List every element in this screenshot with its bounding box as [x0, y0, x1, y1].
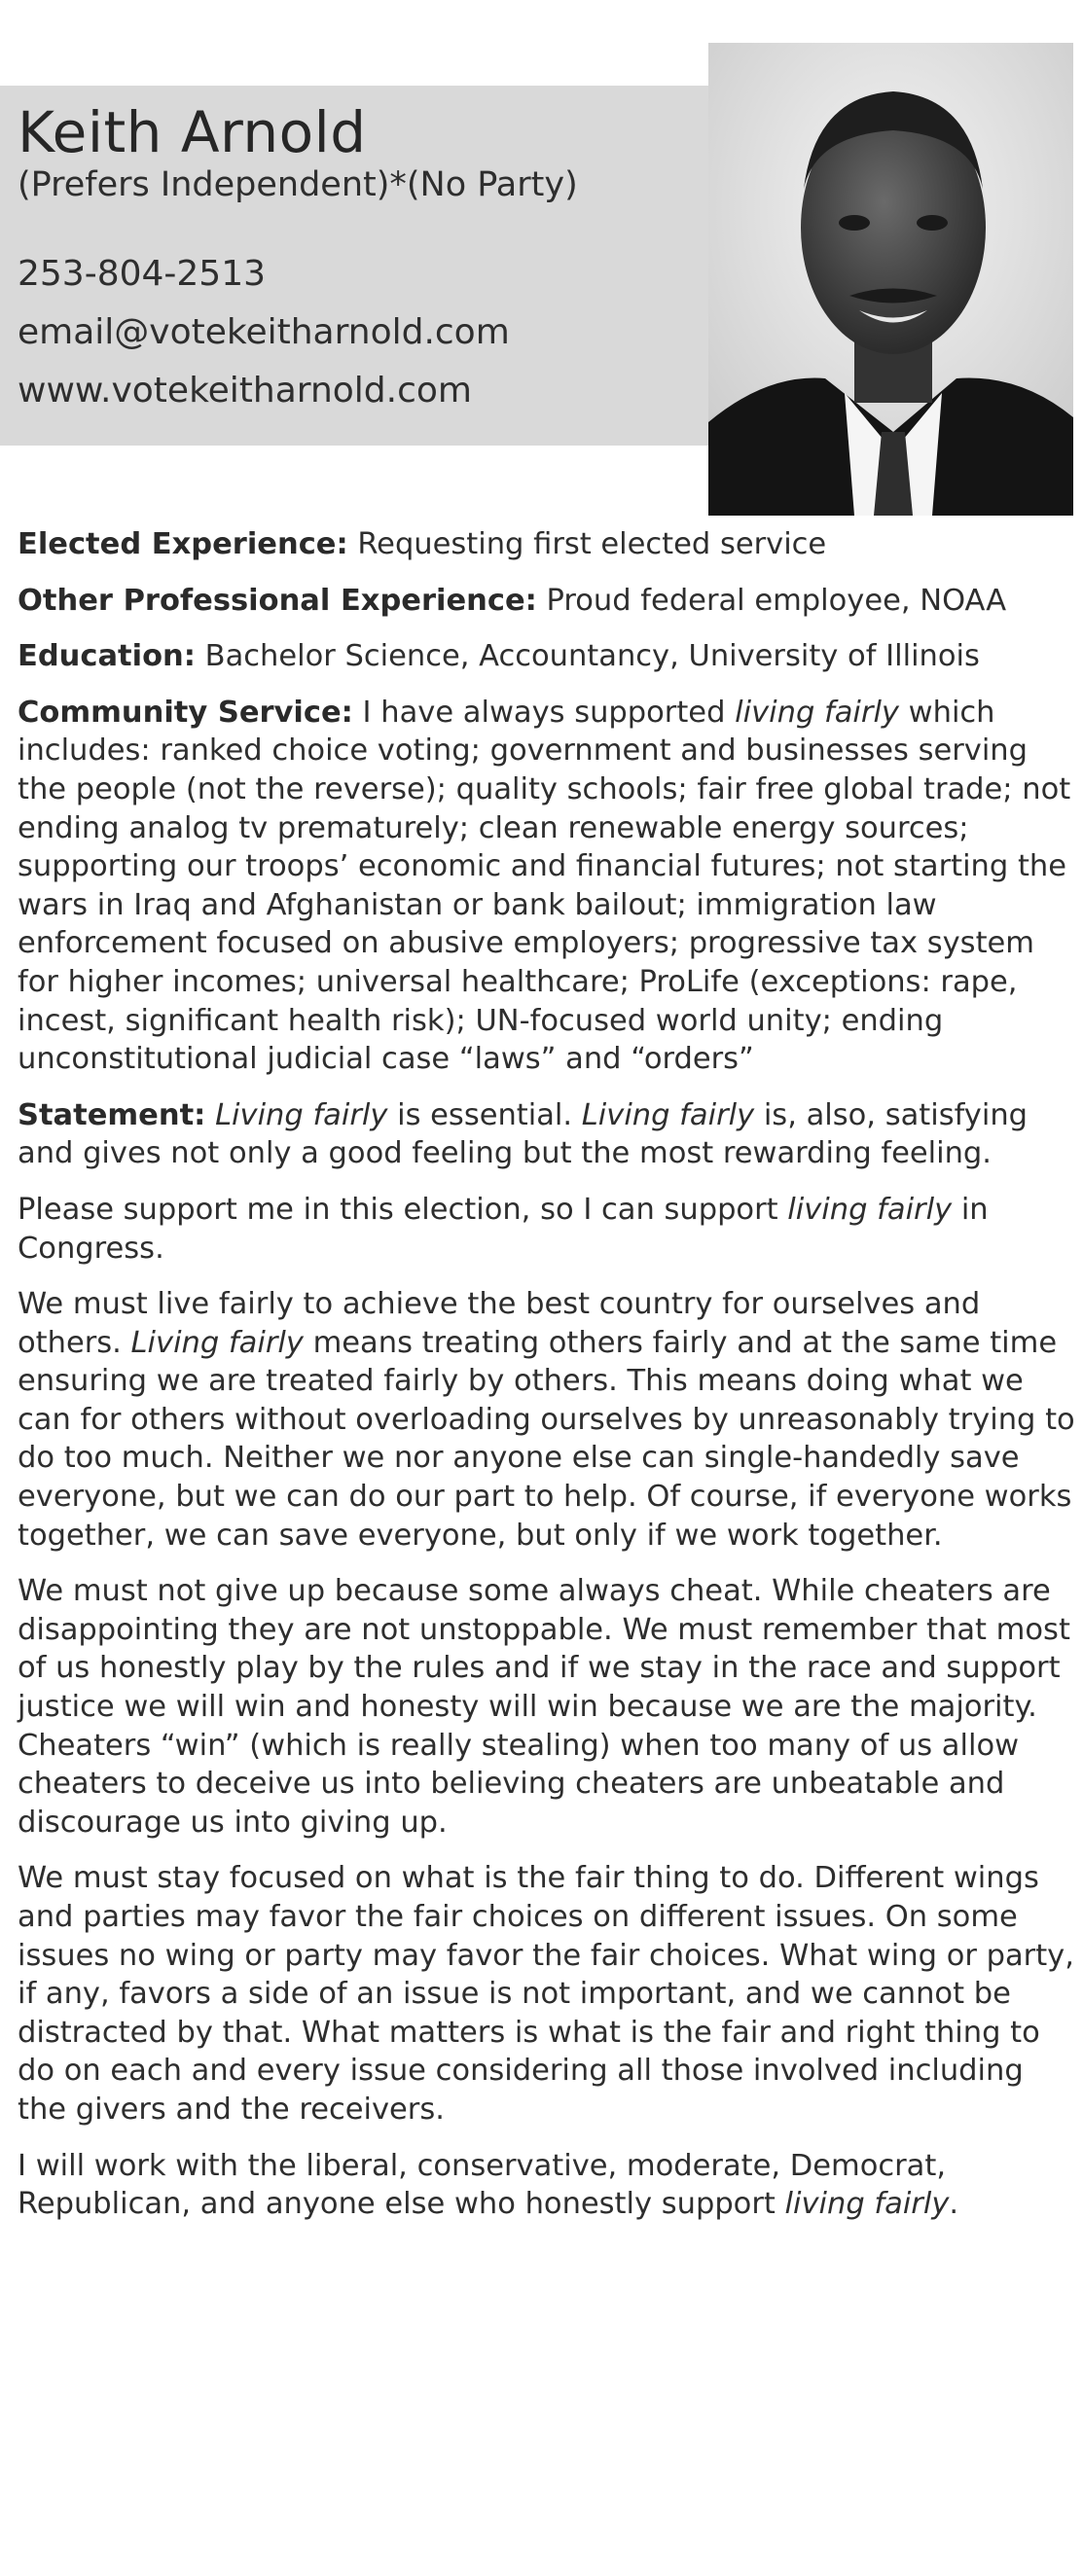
statement-p6-emphasis: living fairly: [784, 2187, 950, 2222]
education-label: Education:: [18, 639, 196, 674]
statement-paragraph-6: [18, 2147, 1078, 2224]
community-service-emphasis: living fairly: [735, 695, 899, 730]
community-service: [18, 694, 1078, 1079]
statement-p2-text-2: in Congress.: [18, 1192, 989, 1266]
candidate-party: (Prefers Independent)*(No Party): [18, 165, 578, 204]
statement-p3-emphasis: Living fairly: [130, 1325, 304, 1360]
statement-text-1: is essential.: [387, 1097, 582, 1132]
candidate-header: [18, 101, 699, 420]
candidate-photo: [708, 43, 1073, 516]
candidate-phone: 253-804-2513: [18, 254, 267, 294]
statement-p2-text-1: Please support me in this election, so I can support: [18, 1192, 788, 1227]
statement-emphasis-1: Living fairly: [215, 1097, 388, 1132]
professional-experience-value: Proud federal employee, NOAA: [536, 583, 1007, 618]
statement-p2-emphasis: living fairly: [787, 1192, 953, 1227]
candidate-website: www.votekeitharnold.com: [18, 371, 472, 411]
candidate-email: email@votekeitharnold.com: [18, 312, 510, 352]
statement-paragraph-2: [18, 1191, 1078, 1268]
community-service-text-2: which includes: ranked choice voting; government and businesses serving the people (not the reverse); quality schools; fair free global trade; not ending analog tv prematurely; clean renewable energy sources; supporting our troops’ economic and financial futures; not starting the wars in Iraq and Afghanistan or bank bailout; immigration law enforcement focused on abusive employers; progressive tax system for higher incomes; universal healthcare; ProLife (exceptions: rape, incest, significant health risk); UN-focused world unity; ending unconstitutional judicial case “laws” and “orders”: [18, 695, 1071, 1077]
candidate-name: Keith Arnold: [18, 99, 367, 165]
education-value: Bachelor Science, Accountancy, University of Illinois: [195, 639, 980, 674]
statement-p6-text-2: .: [949, 2187, 959, 2222]
elected-experience: [18, 525, 1078, 564]
education: [18, 637, 1078, 676]
professional-experience: [18, 582, 1078, 621]
statement-text-2: is, also, satisfying and gives not only a good feeling but the most rewarding feeling.: [18, 1097, 1029, 1171]
statement-p3-text-1: We must live fairly to achieve the best country for ourselves and others.: [18, 1287, 981, 1360]
statement-label: Statement:: [18, 1097, 206, 1132]
elected-experience-label: Elected Experience:: [18, 527, 348, 561]
statement-paragraph-5: We must stay focused on what is the fair thing to do. Different wings and parties may favor the fair choices on different issues. On some issues no wing or party may favor the fair choices. What wing or party, if any, favors a side of an issue is not important, and we cannot be distracted by that. What matters is what is the fair and right thing to do on each and every issue considering all those involved including the givers and the receivers.: [18, 1861, 1074, 2127]
community-service-text-1: I have always supported: [352, 695, 736, 730]
candidate-statement: [18, 525, 1078, 2241]
elected-experience-value: Requesting first elected service: [347, 527, 827, 561]
statement-emphasis-2: Living fairly: [581, 1097, 755, 1132]
statement-paragraph-3: [18, 1285, 1078, 1555]
professional-experience-label: Other Professional Experience:: [18, 583, 537, 618]
statement-paragraph-1: [18, 1096, 1078, 1173]
statement-paragraph-4: We must not give up because some always cheat. While cheaters are disappointing they are not unstoppable. We must remember that most of us honestly play by the rules and if we stay in the race and support justice we will win and honesty will win because we are the majority. Cheaters “win” (which is really stealing) when too many of us allow cheaters to deceive us into believing cheaters are unbeatable and discourage us into giving up.: [18, 1574, 1070, 1840]
statement-p6-text-1: I will work with the liberal, conservative, moderate, Democrat, Republican, and anyone else who honestly support: [18, 2148, 947, 2222]
statement-p3-text-2: means treating others fairly and at the same time ensuring we are treated fairly by others. This means doing what we can for others without overloading ourselves by unreasonably trying to do too much. Neither we nor anyone else can single-handedly save everyone, but we can do our part to help. Of course, if everyone works together, we can save everyone, but only if we work together.: [18, 1325, 1075, 1553]
community-service-label: Community Service:: [18, 695, 353, 730]
